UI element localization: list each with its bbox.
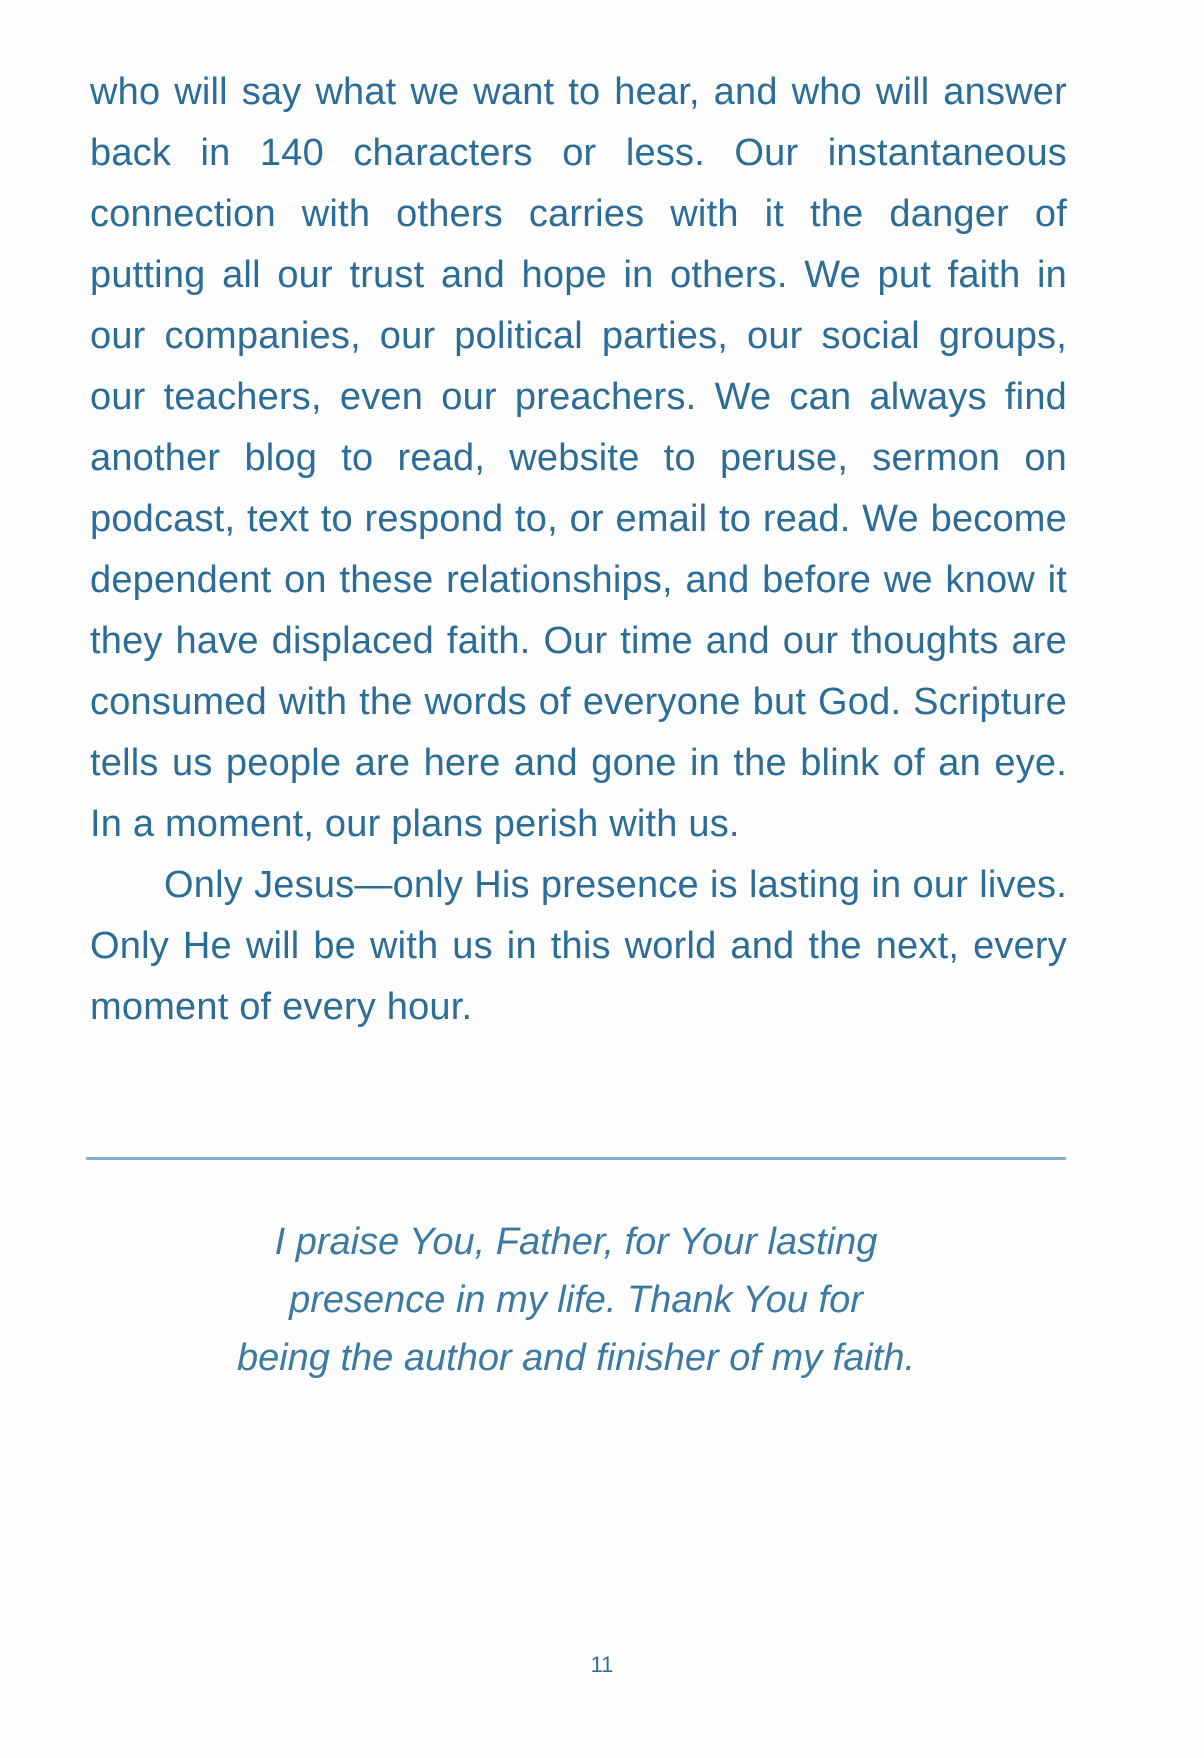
section-divider — [86, 1157, 1066, 1160]
paragraph-continuation: who will say what we want to hear, and who will answer back in 140 characters or less. Our instantaneous connection with others carries with it the danger of putting all our trust and hope in others. We put faith in our companies, our political parties, our social groups, our teachers, even our preachers. We can always find another blog to read, website to peruse, sermon on podcast, text to respond to, or email to read. We become dependent on these relationships, and before we know it they have displaced faith. Our time and our thoughts are consumed with the words of everyone but God. Scripture tells us people are here and gone in the blink of an eye. In a moment, our plans perish with us. — [90, 71, 1067, 845]
prayer-line-3: being the author and finisher of my faith. — [236, 1337, 916, 1379]
body-text — [90, 62, 1067, 1038]
page-number: 11 — [590, 1652, 614, 1677]
prayer-line-2: presence in my life. Thank You for — [289, 1279, 863, 1321]
prayer-line-1: I praise You, Father, for Your lasting — [274, 1221, 878, 1263]
paragraph-only-jesus: Only Jesus—only His presence is lasting in our lives. Only He will be with us in this world and the next, every moment of every hour. — [90, 864, 1067, 1028]
prayer-block — [86, 1213, 1066, 1387]
